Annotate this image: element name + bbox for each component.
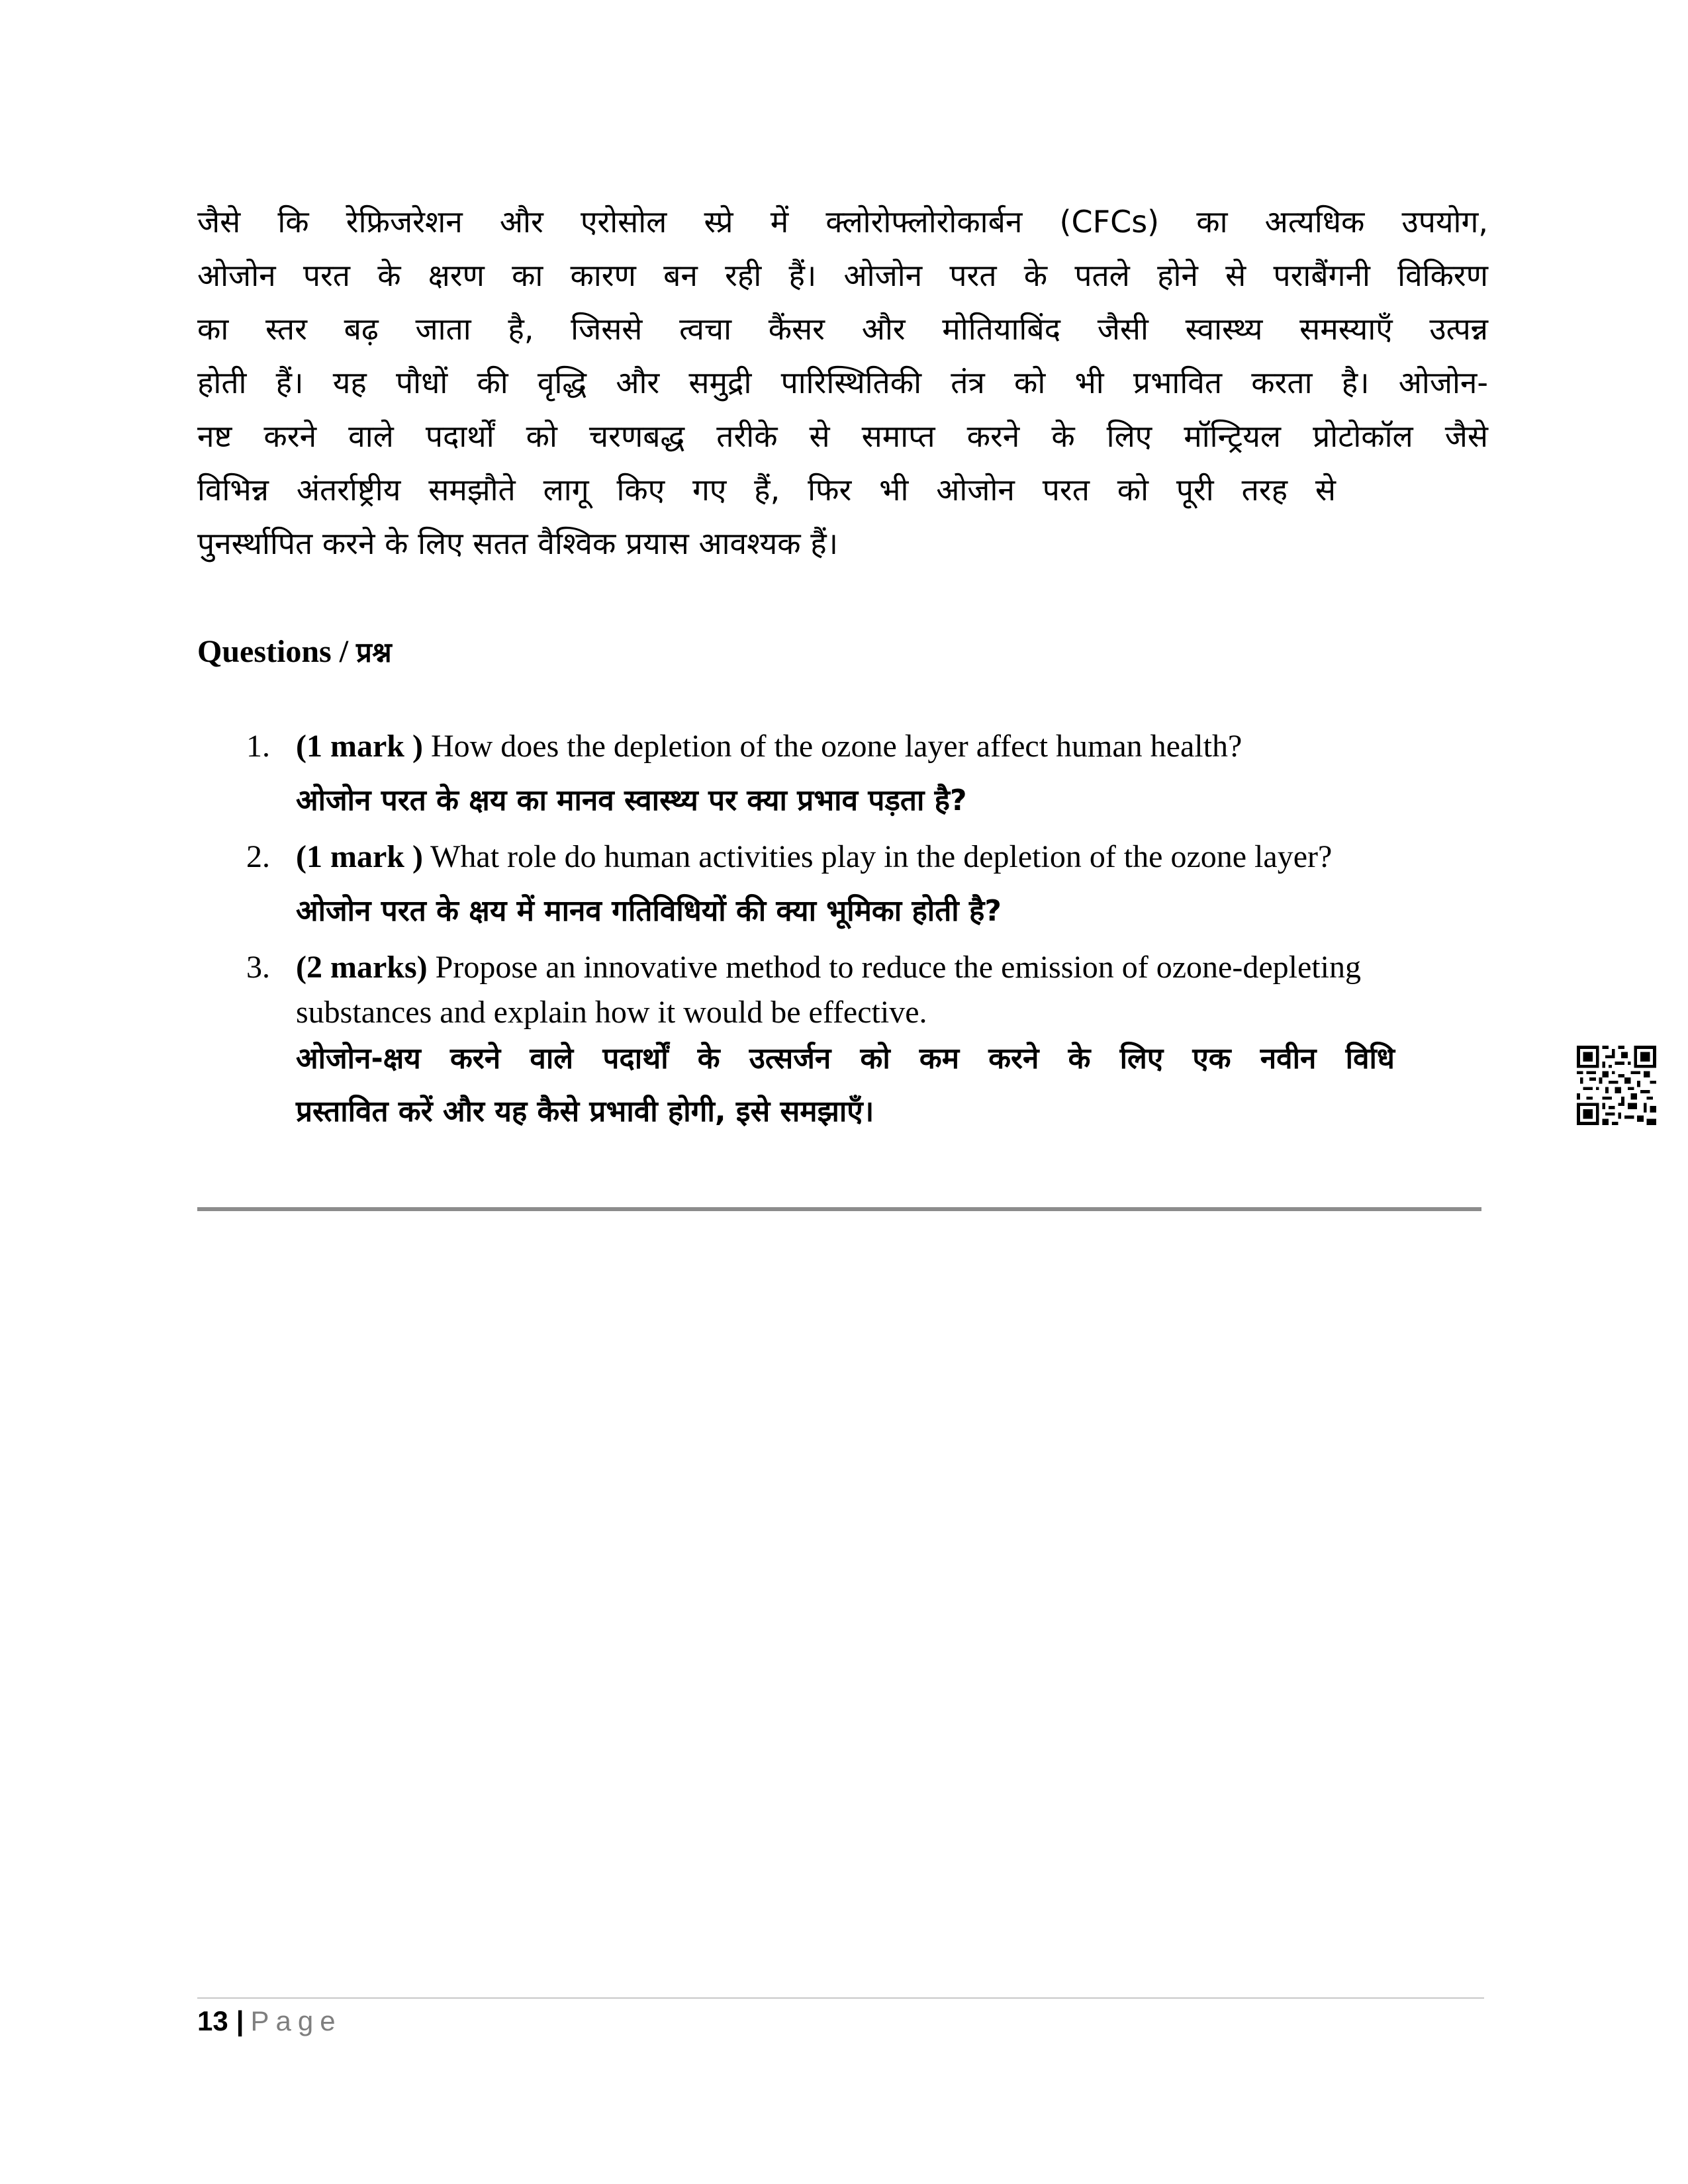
questions-heading bbox=[197, 632, 392, 672]
questions-heading-hi: प्रश्न bbox=[356, 636, 392, 668]
question-en-text: What role do human activities play in the depletion of the ozone layer? bbox=[430, 839, 1333, 874]
passage-line: ओजोन परत के क्षरण का कारण बन रही हैं। ओजोन परत के पतले होने से पराबैंगनी विकिरण bbox=[197, 257, 1488, 293]
footer-divider bbox=[197, 1997, 1484, 1999]
page-footer bbox=[197, 2001, 342, 2041]
passage-line: विभिन्न अंतर्राष्ट्रीय समझौते लागू किए गए हैं, फिर भी ओजोन परत को पूरी तरह से bbox=[197, 472, 1336, 508]
question-marks: (2 marks) bbox=[296, 950, 428, 985]
question-marks: (1 mark ) bbox=[296, 729, 423, 764]
question-number: 1. bbox=[246, 729, 270, 764]
question-en bbox=[296, 837, 1332, 877]
question-en-text: How does the depletion of the ozone layer affect human health? bbox=[430, 729, 1243, 764]
question-hi: ओजोन परत के क्षय में मानव गतिविधियों की क्या भूमिका होती है? bbox=[296, 894, 1002, 928]
question-number: 3. bbox=[246, 950, 270, 985]
question-en-text: Propose an innovative method to reduce the emission of ozone-depleting bbox=[435, 950, 1361, 985]
page-label: Page bbox=[250, 2005, 342, 2036]
passage-line: पुनर्स्थापित करने के लिए सतत वैश्विक प्रयास आवश्यक हैं। bbox=[197, 525, 839, 561]
question-hi: प्रस्तावित करें और यह कैसे प्रभावी होगी, इसे समझाएँ। bbox=[296, 1095, 874, 1128]
section-divider bbox=[197, 1207, 1481, 1211]
questions-heading-en: Questions / bbox=[197, 634, 357, 669]
qr-code bbox=[1577, 1046, 1656, 1125]
question-en bbox=[296, 727, 1242, 766]
question-en-text: substances and explain how it would be effective. bbox=[296, 995, 927, 1030]
question-en bbox=[296, 948, 1361, 987]
question-hi: ओजोन परत के क्षय का मानव स्वास्थ्य पर क्या प्रभाव पड़ता है? bbox=[296, 784, 967, 817]
page-number: 13 bbox=[197, 2005, 228, 2036]
question-marks: (1 mark ) bbox=[296, 839, 423, 874]
passage-line: होती हैं। यह पौधों की वृद्धि और समुद्री पारिस्थितिकी तंत्र को भी प्रभावित करता है। ओजोन- bbox=[197, 365, 1488, 400]
question-hi: ओजोन-क्षय करने वाले पदार्थों के उत्सर्जन को कम करने के लिए एक नवीन विधि bbox=[296, 1042, 1395, 1075]
footer-separator: | bbox=[236, 2005, 244, 2036]
passage-line: नष्ट करने वाले पदार्थों को चरणबद्ध तरीके से समाप्त करने के लिए मॉन्ट्रियल प्रोटोकॉल जैसे bbox=[197, 418, 1488, 454]
question-number: 2. bbox=[246, 839, 270, 874]
passage-line: जैसे कि रेफ्रिजरेशन और एरोसोल स्प्रे में क्लोरोफ्लोरोकार्बन (CFCs) का अत्यधिक उपयोग, bbox=[197, 204, 1488, 240]
passage-line: का स्तर बढ़ जाता है, जिससे त्वचा कैंसर और मोतियाबिंद जैसी स्वास्थ्य समस्याएँ उत्पन्न bbox=[197, 311, 1488, 347]
